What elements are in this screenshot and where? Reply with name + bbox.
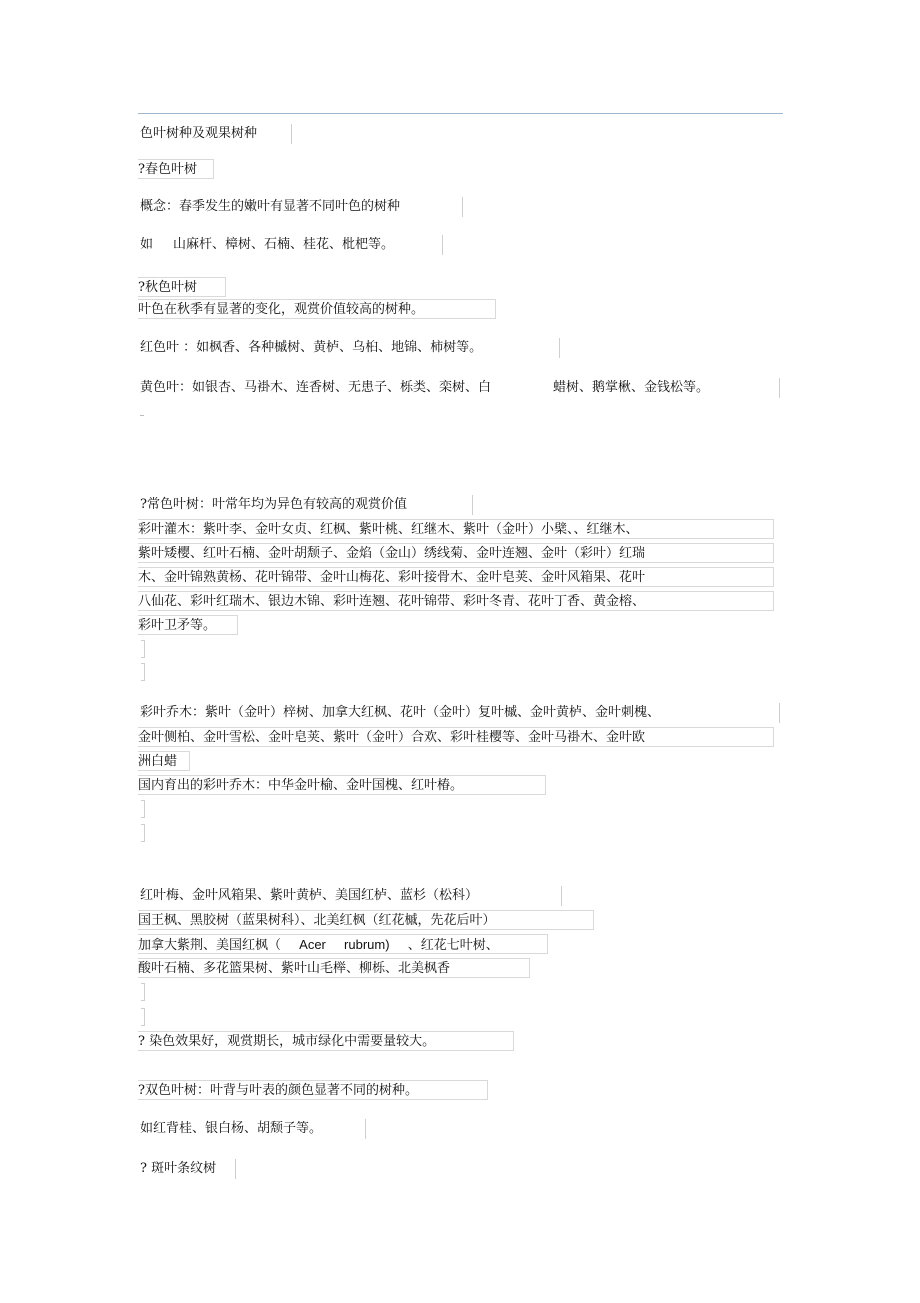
tick-mark — [141, 640, 145, 658]
shrubs-line-5: 彩叶卫矛等。 — [138, 615, 238, 635]
shrubs-line-2: 紫叶矮樱、红叶石楠、金叶胡颓子、金焰（金山）绣线菊、金叶连翘、金叶（彩叶）红瑞 — [138, 543, 774, 563]
yellow-leaf-part1: 黄色叶：如银杏、马褂木、连香树、无患子、栎类、栾树、白 — [140, 380, 492, 395]
imported-line-3-b: 、红花七叶树、 — [407, 938, 499, 953]
trees-line-1: 彩叶乔木：紫叶（金叶）梓树、加拿大红枫、花叶（金叶）复叶槭、金叶黄栌、金叶刺槐、 — [140, 703, 780, 723]
imported-line-4: 酸叶石楠、多花篮果树、紫叶山毛榉、柳栎、北美枫香 — [138, 958, 530, 978]
tick-mark — [141, 800, 145, 818]
spring-examples — [140, 235, 443, 255]
shrubs-line-3: 木、金叶锦熟黄杨、花叶锦带、金叶山梅花、彩叶接骨木、金叶皂荚、金叶风箱果、花叶 — [138, 567, 774, 587]
latin-species: rubrum) — [344, 937, 390, 952]
heading-spring-color-trees: ?春色叶树 — [138, 159, 214, 179]
domestic-trees: 国内育出的彩叶乔木：中华金叶榆、金叶国槐、红叶椿。 — [138, 775, 546, 795]
red-leaf-examples: 红色叶 ：如枫香、各种槭树、黄栌、乌桕、地锦、柿树等。 — [140, 338, 560, 358]
heading-variegated-trees: ? 斑叶条纹树 — [140, 1159, 236, 1179]
spring-examples-list: 山麻杆、樟树、石楠、桂花、枇杷等。 — [173, 237, 395, 252]
bicolor-examples: 如红背桂、银白杨、胡颓子等。 — [140, 1119, 366, 1139]
heading-autumn-color-trees: ?秋色叶树 — [138, 277, 226, 297]
trees-line-3: 洲白蜡 — [138, 751, 190, 771]
autumn-description: 叶色在秋季有显著的变化，观赏价值较高的树种。 — [138, 299, 496, 319]
tick-mark — [141, 1008, 145, 1026]
spring-examples-prefix: 如 — [140, 237, 154, 252]
yellow-leaf-part2: 蜡树、鹅掌楸、金钱松等。 — [553, 380, 710, 395]
imported-line-2: 国王枫、黑胶树（蓝果树科）、北美红枫（红花槭，先花后叶） — [138, 910, 594, 930]
imported-line-3 — [138, 934, 548, 954]
shrubs-line-4: 八仙花、彩叶红瑞木、银边木锦、彩叶连翘、花叶锦带、彩叶冬青、花叶丁香、黄金榕、 — [138, 591, 774, 611]
yellow-leaf-examples — [140, 378, 780, 398]
heading-constant-color-trees: ?常色叶树：叶常年均为异色有较高的观赏价值 — [140, 495, 473, 515]
heading-bicolor-trees: ?双色叶树：叶背与叶表的颜色显著不同的树种。 — [138, 1080, 488, 1100]
tick-mark — [141, 983, 145, 1001]
coloring-note: ? 染色效果好，观赏期长，城市绿化中需要量较大。 — [138, 1031, 514, 1051]
trees-line-2: 金叶侧柏、金叶雪松、金叶皂荚、紫叶（金叶）合欢、彩叶桂樱等、金叶马褂木、金叶欧 — [138, 727, 774, 747]
latin-genus: Acer — [299, 937, 326, 952]
imported-line-3-a: 加拿大紫荆、美国红枫（ — [138, 938, 282, 953]
spring-definition: 概念：春季发生的嫩叶有显著不同叶色的树种 — [140, 197, 463, 217]
imported-line-1: 红叶梅、金叶风箱果、紫叶黄栌、美国红栌、蓝杉（松科） — [140, 886, 562, 906]
page-title: 色叶树种及观果树种 — [140, 124, 292, 144]
shrubs-line-1: 彩叶灌木：紫叶李、金叶女贞、红枫、紫叶桃、红继木、紫叶（金叶）小檗、、红继木、 — [138, 519, 774, 539]
tick-mark — [141, 824, 145, 842]
tick-mark — [141, 663, 145, 681]
stray-mark — [140, 415, 144, 416]
top-rule — [138, 113, 783, 114]
